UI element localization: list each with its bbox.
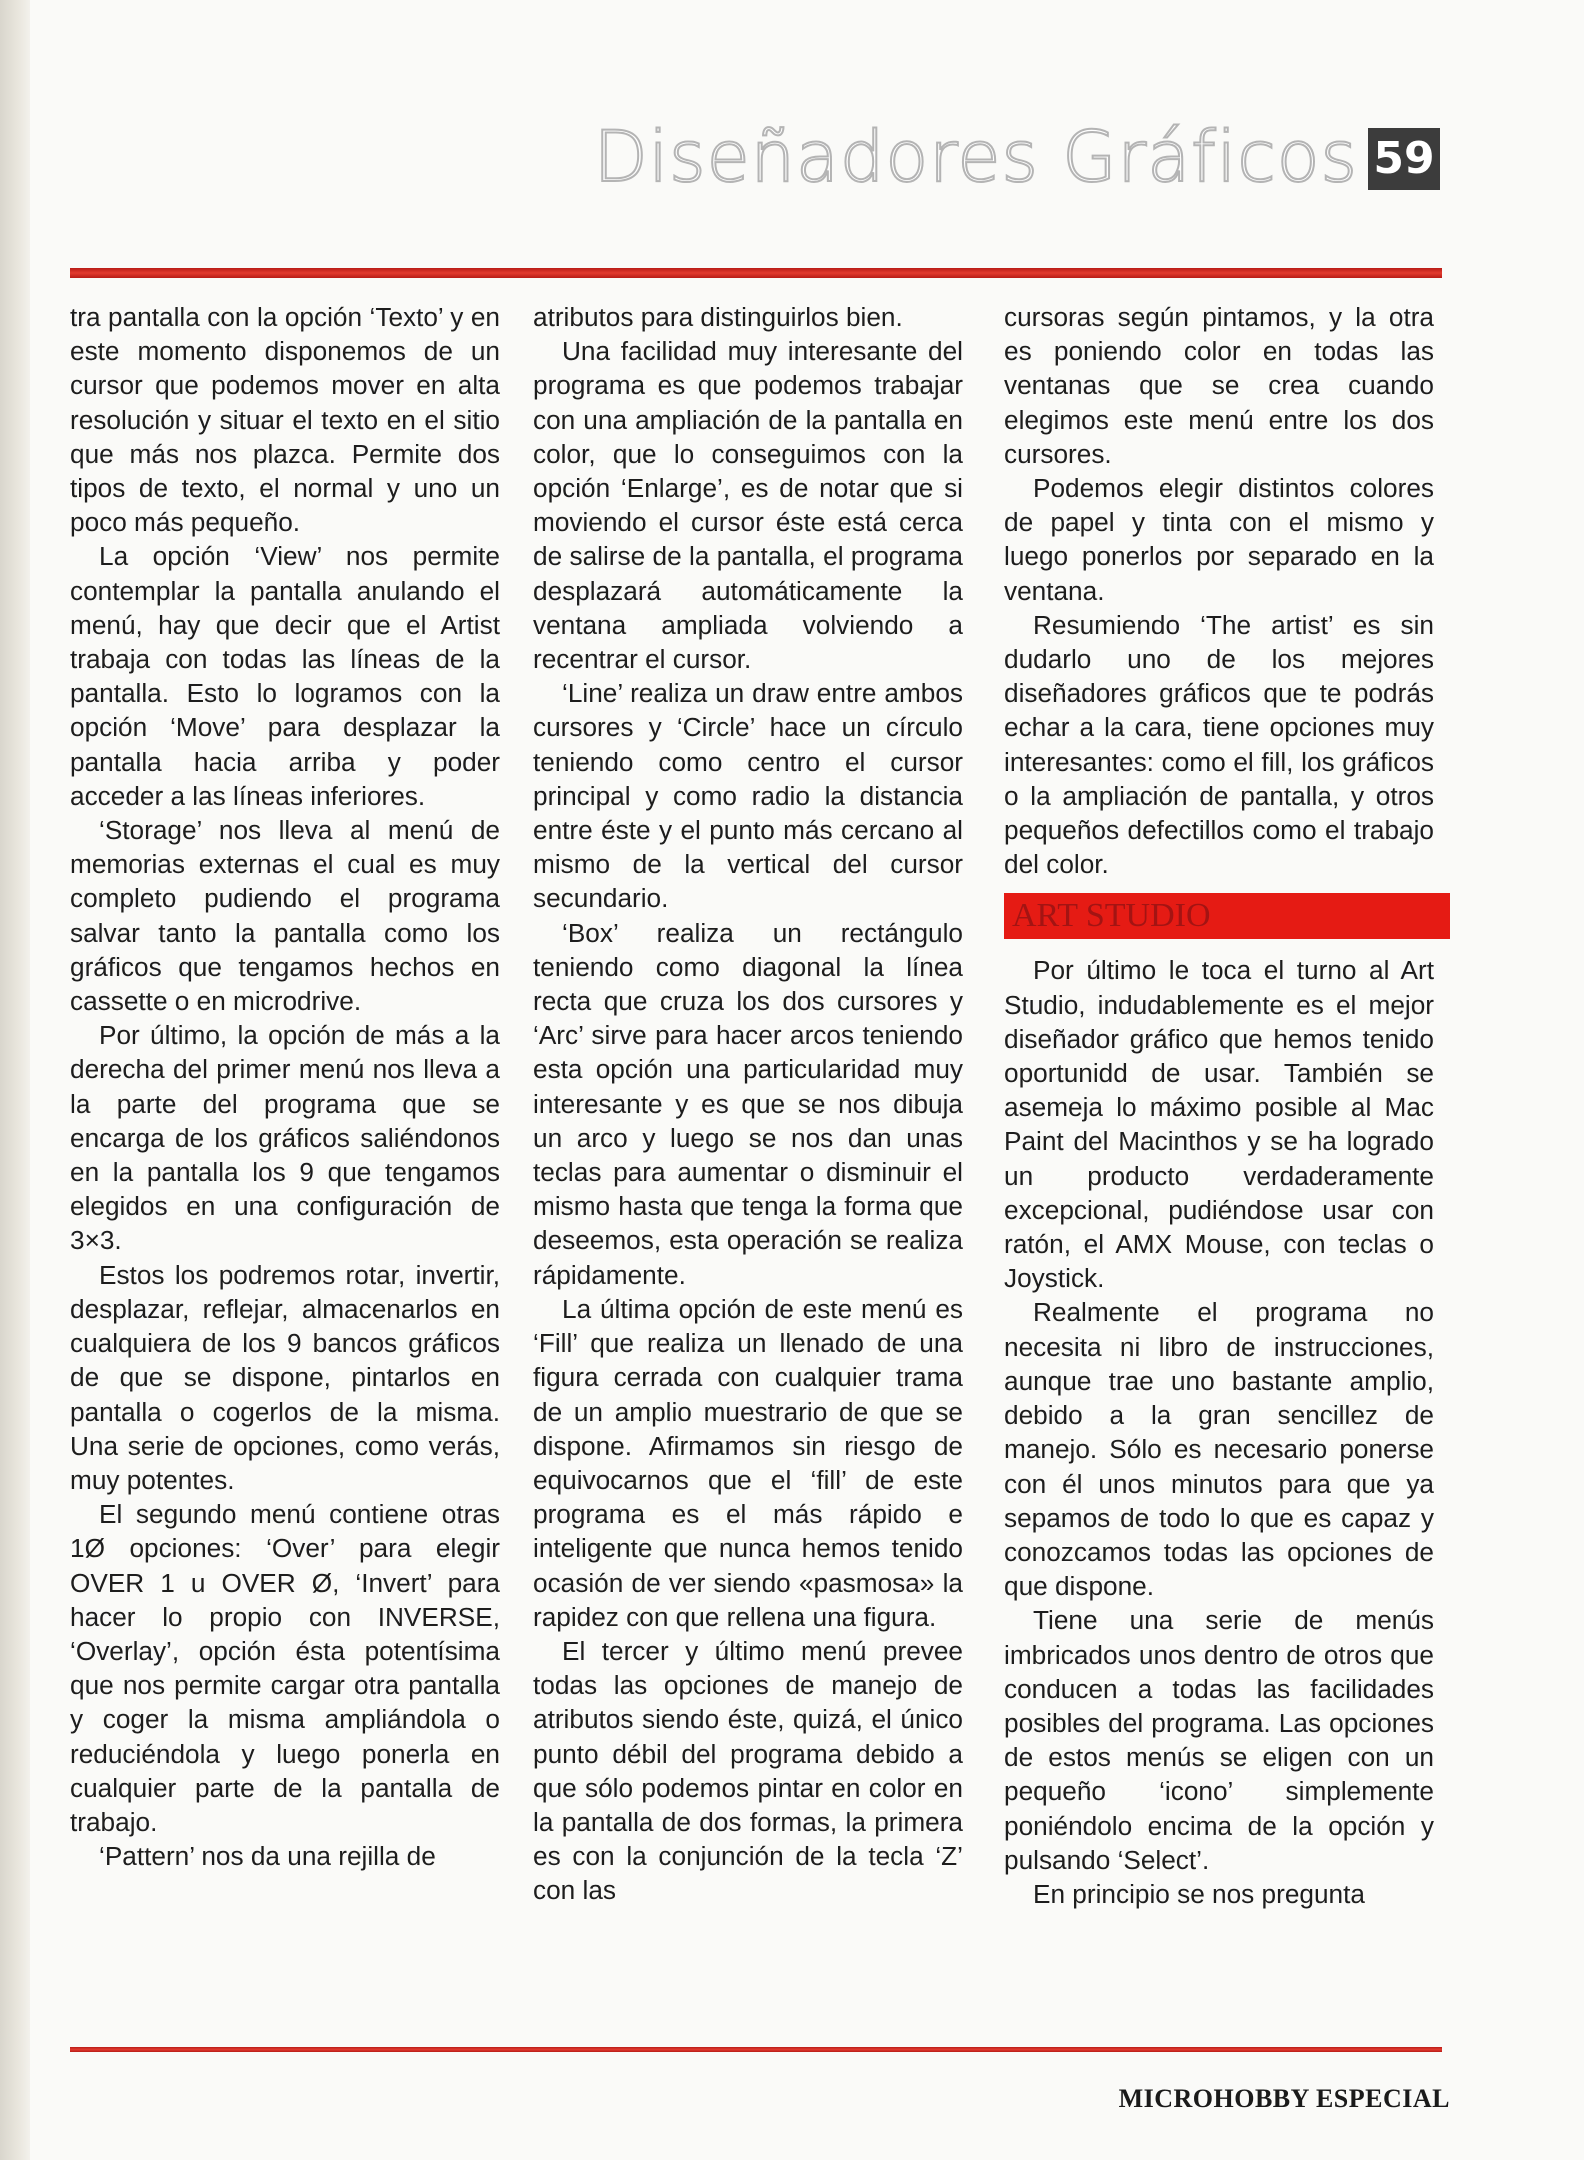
paragraph: tra pantalla con la opción ‘Texto’ y en este momento disponemos de un cursor que podemos mover en alta resolución y situar el texto en el sitio que más nos plazca. Permite dos tipos de texto, el normal y uno un poco más pequeño. xyxy=(70,302,500,538)
paragraph: atributos para distinguirlos bien. xyxy=(533,302,903,332)
paragraph: Por último le toca el turno al Art Studio, indudablemente es el mejor diseñador gráfico que hemos tenido oportunidd de usar. También se asemeja lo máximo posible al Mac Paint del Macinthos y se ha logrado un producto verdaderamente excepcional, pudiéndose usar con ratón, el AMX Mouse, con teclas o Joystick. xyxy=(1004,955,1434,1294)
paragraph: ‘Box’ realiza un rectángulo teniendo como diagonal la línea recta que cruza los dos cursores y ‘Arc’ sirve para hacer arcos teniendo esta opción una particularidad muy interesante y es que se nos dibuja un arco y luego se nos dan unas teclas para aumentar o disminuir el mismo hasta que tenga la forma que deseemos, esta operación se realiza rápidamente. xyxy=(533,917,963,1290)
paragraph: Podemos elegir distintos colores de papel y tinta con el mismo y luego ponerlos por separado en la ventana. xyxy=(1004,473,1434,606)
paragraph: La opción ‘View’ nos permite contemplar la pantalla anulando el menú, hay que decir que el Artist trabaja con todas las líneas de la pantalla. Esto lo logramos con la opción ‘Move’ para desplazar la pantalla hacia arriba y poder acceder a las líneas inferiores. xyxy=(70,541,500,811)
paragraph: Una facilidad muy interesante del programa es que podemos trabajar con una ampliación de la pantalla en color, que lo conseguimos con la opción ‘Enlarge’, es de notar que si moviendo el cursor éste está cerca de salirse de la pantalla, el programa desplazará automáticamente la ventana ampliada volviendo a recentrar el cursor. xyxy=(533,336,963,675)
paragraph: Estos los podremos rotar, invertir, desplazar, reflejar, almacenarlos en cualquiera de los 9 bancos gráficos de que se dispone, pintarlos en pantalla o cogerlos de la misma. Una serie de opciones, como verás, muy potentes. xyxy=(70,1259,500,1495)
paragraph: cursoras según pintamos, y la otra es poniendo color en todas las ventanas que se crea cuando elegimos este menú entre los dos cursores. xyxy=(1004,302,1434,469)
paragraph: Tiene una serie de menús imbricados unos dentro de otros que conducen a todas las facilidades posibles del programa. Las opciones de estos menús se eligen con un pequeño ‘icono’ simplemente poniéndolo encima de la opción y pulsando ‘Select’. xyxy=(1004,1605,1434,1875)
paragraph: Realmente el programa no necesita ni libro de instrucciones, aunque trae uno bastante amplio, debido a la gran sencillez de manejo. Sólo es necesario ponerse con él unos minutos para que ya sepamos de todo lo que es capaz y conozcamos todas las opciones de que dispone. xyxy=(1004,1297,1434,1602)
paragraph: Resumiendo ‘The artist’ es sin dudarlo uno de los mejores diseñadores gráficos que te podrás echar a la cara, tiene opciones muy interesantes: como el fill, los gráficos o la ampliación de pantalla, y otros pequeños defectillos como el trabajo del color. xyxy=(1004,609,1434,880)
bottom-red-rule xyxy=(70,2047,1442,2052)
paragraph: ‘Line’ realiza un draw entre ambos cursores y ‘Circle’ hace un círculo teniendo como centro el cursor principal y como radio la distancia entre éste y el punto más cercano al mismo de la vertical del cursor secundario. xyxy=(533,678,963,914)
text-column-3 xyxy=(1004,300,1434,2040)
text-column-2 xyxy=(533,300,963,2040)
page-spine-shadow xyxy=(0,0,30,2160)
section-title: Diseñadores Gráficos xyxy=(593,116,1358,198)
paragraph: La última opción de este menú es ‘Fill’ que realiza un llenado de una figura cerrada con cualquier trama de un amplio muestrario de que se dispone. Afirmamos sin riesgo de equivocarnos que el ‘fill’ de este programa es el más rápido e inteligente que nunca hemos tenido ocasión de ver siendo «pasmosa» la rapidez con que rellena una figura. xyxy=(533,1293,963,1632)
magazine-footer: MICROHOBBY ESPECIAL xyxy=(1118,2084,1450,2113)
text-column-1 xyxy=(70,300,500,2040)
top-red-rule xyxy=(70,268,1442,278)
art-studio-heading: ART STUDIO xyxy=(1004,893,1450,939)
page-number: 59 xyxy=(1368,128,1440,190)
paragraph: El tercer y último menú prevee todas las opciones de manejo de atributos siendo éste, quizá, el único punto débil del programa debido a que sólo podemos pintar en color en la pantalla de dos formas, la primera es con la conjunción de la tecla ‘Z’ con las xyxy=(533,1635,963,1906)
paragraph: En principio se nos pregunta xyxy=(1033,1878,1365,1909)
page-header xyxy=(593,112,1440,202)
paragraph: Por último, la opción de más a la derecha del primer menú nos lleva a la parte del programa que se encarga de los gráficos saliéndonos en la pantalla los 9 que tengamos elegidos en una configuración de 3×3. xyxy=(70,1020,500,1256)
paragraph: El segundo menú contiene otras 1Ø opciones: ‘Over’ para elegir OVER 1 u OVER Ø, ‘Invert’ para hacer lo propio con INVERSE, ‘Overlay’, opción ésta potentísima que nos permite cargar otra pantalla y coger la misma ampliándola o reduciéndola y luego ponerla en cualquier parte de la pantalla de trabajo. xyxy=(70,1499,500,1837)
paragraph: ‘Storage’ nos lleva al menú de memorias externas el cual es muy completo pudiendo el programa salvar tanto la pantalla como los gráficos que tengamos hechos en cassette o en microdrive. xyxy=(70,815,500,1017)
paragraph: ‘Pattern’ nos da una rejilla de xyxy=(99,1841,436,1872)
